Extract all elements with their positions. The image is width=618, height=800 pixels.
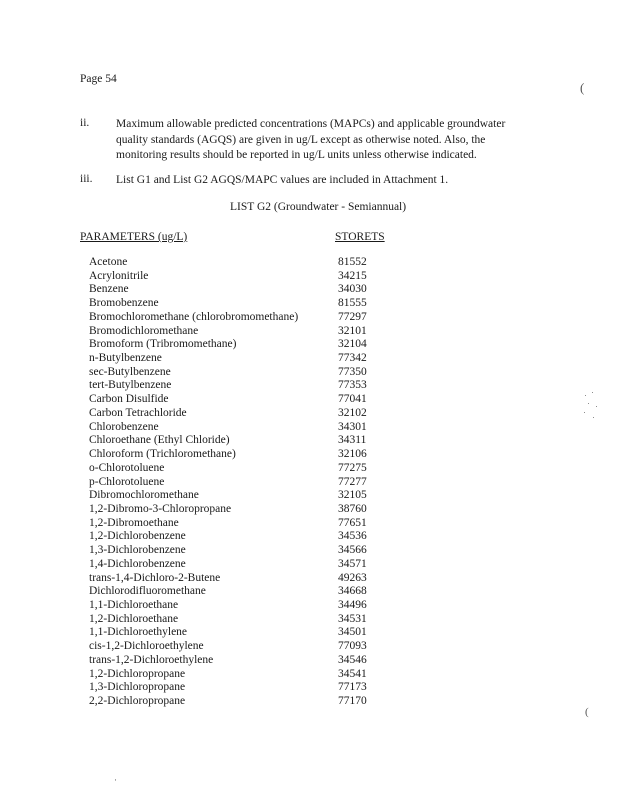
storet-code: 34311 (338, 434, 367, 447)
storet-code: 77093 (338, 640, 367, 653)
storet-code: 81552 (338, 256, 367, 268)
storet-code: 34531 (338, 612, 367, 625)
list-title: LIST G2 (Groundwater - Semiannual) (230, 201, 407, 213)
parameter-name: n-Butylbenzene (89, 352, 162, 365)
storet-code: 49263 (338, 571, 367, 584)
table-row (0, 407, 618, 421)
table-row (0, 434, 618, 448)
table-row (0, 613, 618, 627)
parameter-name: Carbon Tetrachloride (89, 406, 187, 419)
parameter-name: tert-Butylbenzene (89, 379, 172, 392)
storet-code: 77041 (338, 393, 367, 406)
parameter-name: o-Chlorotoluene (89, 461, 165, 474)
parameter-name: 1,2-Dichlorobenzene (89, 530, 186, 543)
paragraph-iii-number: iii. (80, 173, 93, 185)
table-row (0, 325, 618, 339)
scan-dot: · (114, 775, 117, 785)
parameter-name: Carbon Disulfide (89, 393, 169, 406)
table-row (0, 476, 618, 490)
table-row (0, 572, 618, 586)
storet-code: 34501 (338, 626, 367, 639)
parameter-name: Bromobenzene (89, 297, 159, 310)
storet-code: 32101 (338, 324, 367, 337)
table-row (0, 256, 618, 270)
storet-code: 34566 (338, 544, 367, 557)
parameter-name: 1,2-Dichloroethane (89, 612, 179, 625)
parameter-name: Acrylonitrile (89, 269, 149, 282)
table-row (0, 448, 618, 462)
margin-mark-bottom: ( (585, 706, 589, 718)
table-row (0, 668, 618, 682)
table-row (0, 626, 618, 640)
storet-code: 77173 (338, 681, 367, 694)
parameter-name: Chloroethane (Ethyl Chloride) (89, 434, 230, 447)
parameter-name: cis-1,2-Dichloroethylene (89, 640, 204, 653)
parameter-name: Bromochloromethane (chlorobromomethane) (89, 310, 299, 323)
storet-code: 34668 (338, 585, 367, 598)
table-row (0, 379, 618, 393)
table-row (0, 297, 618, 311)
page-number: Page 54 (80, 73, 117, 85)
storet-code: 34546 (338, 653, 367, 666)
storet-code: 77342 (338, 352, 367, 365)
parameter-name: 1,3-Dichloropropane (89, 681, 186, 694)
parameter-name: Bromoform (Tribromomethane) (89, 338, 237, 351)
storet-code: 32104 (338, 338, 367, 351)
storet-code: 34496 (338, 598, 367, 611)
paragraph-iii-text: List G1 and List G2 AGQS/MAPC values are included in Attachment 1. (116, 174, 449, 186)
table-row (0, 421, 618, 435)
table-row (0, 599, 618, 613)
storet-code: 38760 (338, 502, 367, 515)
scan-speckles (583, 392, 599, 420)
table-row (0, 352, 618, 366)
table-row (0, 462, 618, 476)
storet-code: 77297 (338, 310, 367, 323)
storet-code: 77651 (338, 516, 367, 529)
table-row (0, 558, 618, 572)
storet-code: 34215 (338, 269, 367, 282)
table-row (0, 640, 618, 654)
parameter-name: 1,2-Dibromo-3-Chloropropane (89, 502, 232, 515)
parameter-name: Benzene (89, 283, 129, 296)
parameters-column-header: PARAMETERS (ug/L) (80, 231, 188, 243)
table-row (0, 338, 618, 352)
storet-code: 77350 (338, 365, 367, 378)
storet-code: 34030 (338, 283, 367, 296)
parameter-name: 1,1-Dichloroethylene (89, 626, 188, 639)
storet-code: 32102 (338, 406, 367, 419)
paragraph-ii-number: ii. (80, 117, 90, 129)
table-row (0, 530, 618, 544)
margin-bracket-mark: ( (580, 80, 585, 95)
table-row (0, 503, 618, 517)
storet-code: 77170 (338, 695, 367, 707)
storet-code: 34301 (338, 420, 367, 433)
table-row (0, 393, 618, 407)
table-row (0, 283, 618, 297)
paragraph-ii-text: Maximum allowable predicted concentrations (MAPCs) and applicable groundwater quality standards (AGQS) are given in ug/L except as otherwise noted. Also, the monitoring results should be reported in ug/L units unless otherwise indicated. (116, 118, 506, 161)
storet-code: 77275 (338, 461, 367, 474)
parameter-name: 1,3-Dichlorobenzene (89, 544, 186, 557)
table-row (0, 695, 618, 709)
parameter-name: 1,2-Dichloropropane (89, 667, 186, 680)
parameter-name: trans-1,4-Dichloro-2-Butene (89, 571, 221, 584)
parameter-name: Dibromochloromethane (89, 489, 199, 502)
parameter-name: 1,2-Dibromoethane (89, 516, 179, 529)
storet-code: 77277 (338, 475, 367, 488)
parameter-name: Bromodichloromethane (89, 324, 199, 337)
parameter-name: trans-1,2-Dichloroethylene (89, 653, 214, 666)
storet-code: 32105 (338, 489, 367, 502)
table-row (0, 681, 618, 695)
parameter-name: Chloroform (Trichloromethane) (89, 448, 236, 461)
table-row (0, 585, 618, 599)
parameter-list (0, 256, 618, 709)
table-row (0, 270, 618, 284)
storet-code: 32106 (338, 448, 367, 461)
storets-column-header: STORETS (335, 231, 385, 243)
parameter-name: 1,4-Dichlorobenzene (89, 557, 186, 570)
parameter-name: sec-Butylbenzene (89, 365, 171, 378)
parameter-name: 2,2-Dichloropropane (89, 695, 186, 707)
parameter-name: Acetone (89, 256, 128, 268)
table-row (0, 489, 618, 503)
parameter-name: Chlorobenzene (89, 420, 159, 433)
storet-code: 34541 (338, 667, 367, 680)
parameter-name: 1,1-Dichloroethane (89, 598, 179, 611)
storet-code: 81555 (338, 297, 367, 310)
parameter-name: p-Chlorotoluene (89, 475, 165, 488)
table-row (0, 517, 618, 531)
table-row (0, 544, 618, 558)
table-row (0, 366, 618, 380)
storet-code: 34571 (338, 557, 367, 570)
parameter-name: Dichlorodifluoromethane (89, 585, 206, 598)
table-row (0, 654, 618, 668)
storet-code: 34536 (338, 530, 367, 543)
table-row (0, 311, 618, 325)
storet-code: 77353 (338, 379, 367, 392)
